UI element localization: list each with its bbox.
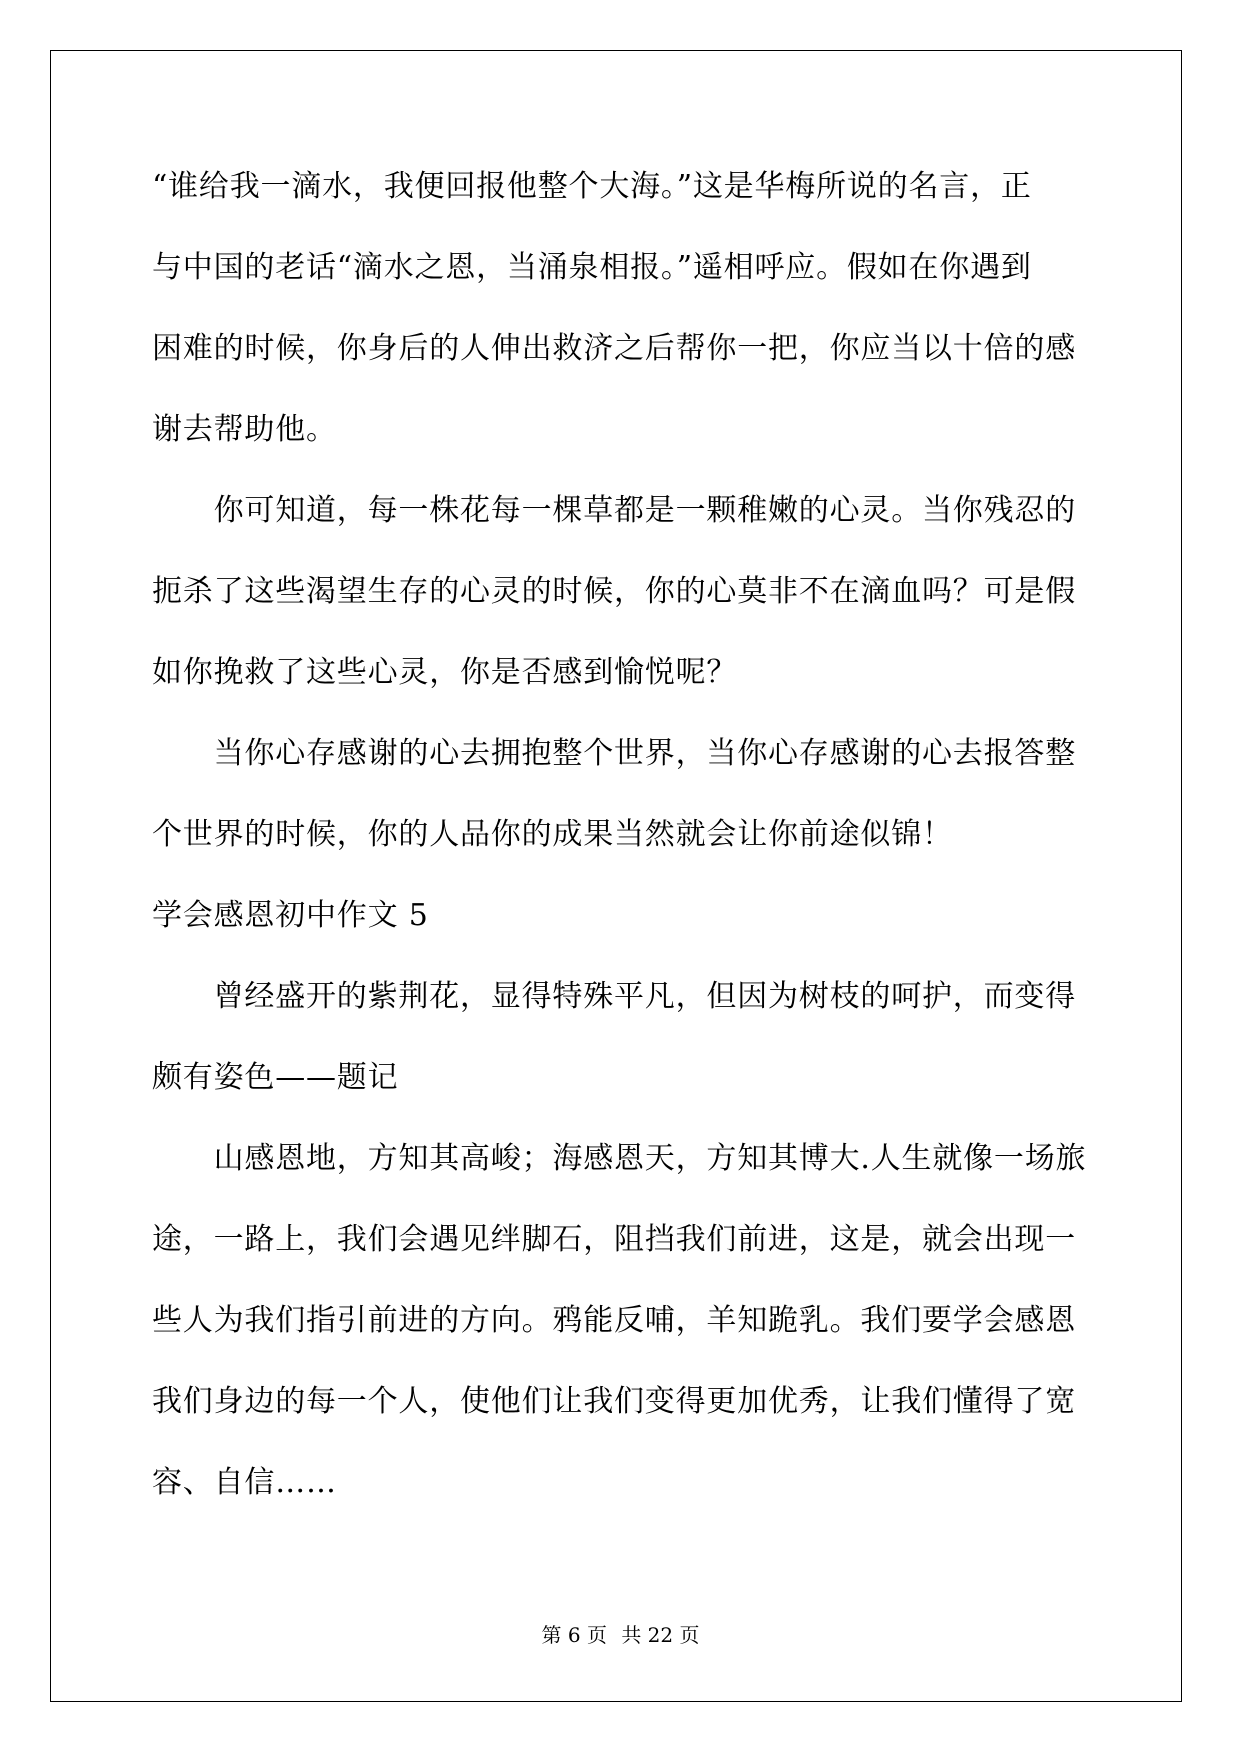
text-line: 如你挽救了这些心灵，你是否感到愉悦呢？ [152, 655, 738, 690]
text-line: 山感恩地，方知其高峻；海感恩天，方知其博大.人生就像一场旅 [152, 1141, 1087, 1176]
page-footer [0, 1622, 1241, 1648]
text-line: 当你心存感谢的心去拥抱整个世界，当你心存感谢的心去报答整 [152, 736, 1076, 771]
text-line: 与中国的老话“滴水之恩，当涌泉相报。”遥相呼应。假如在你遇到 [152, 250, 1032, 285]
text-line: 途，一路上，我们会遇见绊脚石，阻挡我们前进，这是，就会出现一 [152, 1222, 1076, 1257]
text-line: 你可知道，每一株花每一棵草都是一颗稚嫩的心灵。当你残忍的 [152, 493, 1076, 528]
text-line: 我们身边的每一个人，使他们让我们变得更加优秀，让我们懂得了宽 [152, 1384, 1076, 1419]
text-line: 谢去帮助他。 [152, 412, 337, 447]
page-total: 共 22 页 [621, 1623, 700, 1647]
page-number: 第 6 页 [541, 1623, 607, 1647]
text-line: 个世界的时候，你的人品你的成果当然就会让你前途似锦！ [152, 817, 953, 852]
text-line: 扼杀了这些渴望生存的心灵的时候，你的心莫非不在滴血吗？可是假 [152, 574, 1076, 609]
text-line: 曾经盛开的紫荆花，显得特殊平凡，但因为树枝的呵护，而变得 [152, 979, 1076, 1014]
text-line: 容、自信…… [152, 1465, 337, 1500]
section-heading: 学会感恩初中作文 5 [152, 898, 429, 933]
text-line: 些人为我们指引前进的方向。鸦能反哺，羊知跪乳。我们要学会感恩 [152, 1303, 1076, 1338]
text-line: 颇有姿色——题记 [152, 1060, 399, 1095]
text-line: “谁给我一滴水，我便回报他整个大海。”这是华梅所说的名言，正 [152, 169, 1032, 204]
document-body [152, 162, 1087, 1539]
text-line: 困难的时候，你身后的人伸出救济之后帮你一把，你应当以十倍的感 [152, 331, 1076, 366]
